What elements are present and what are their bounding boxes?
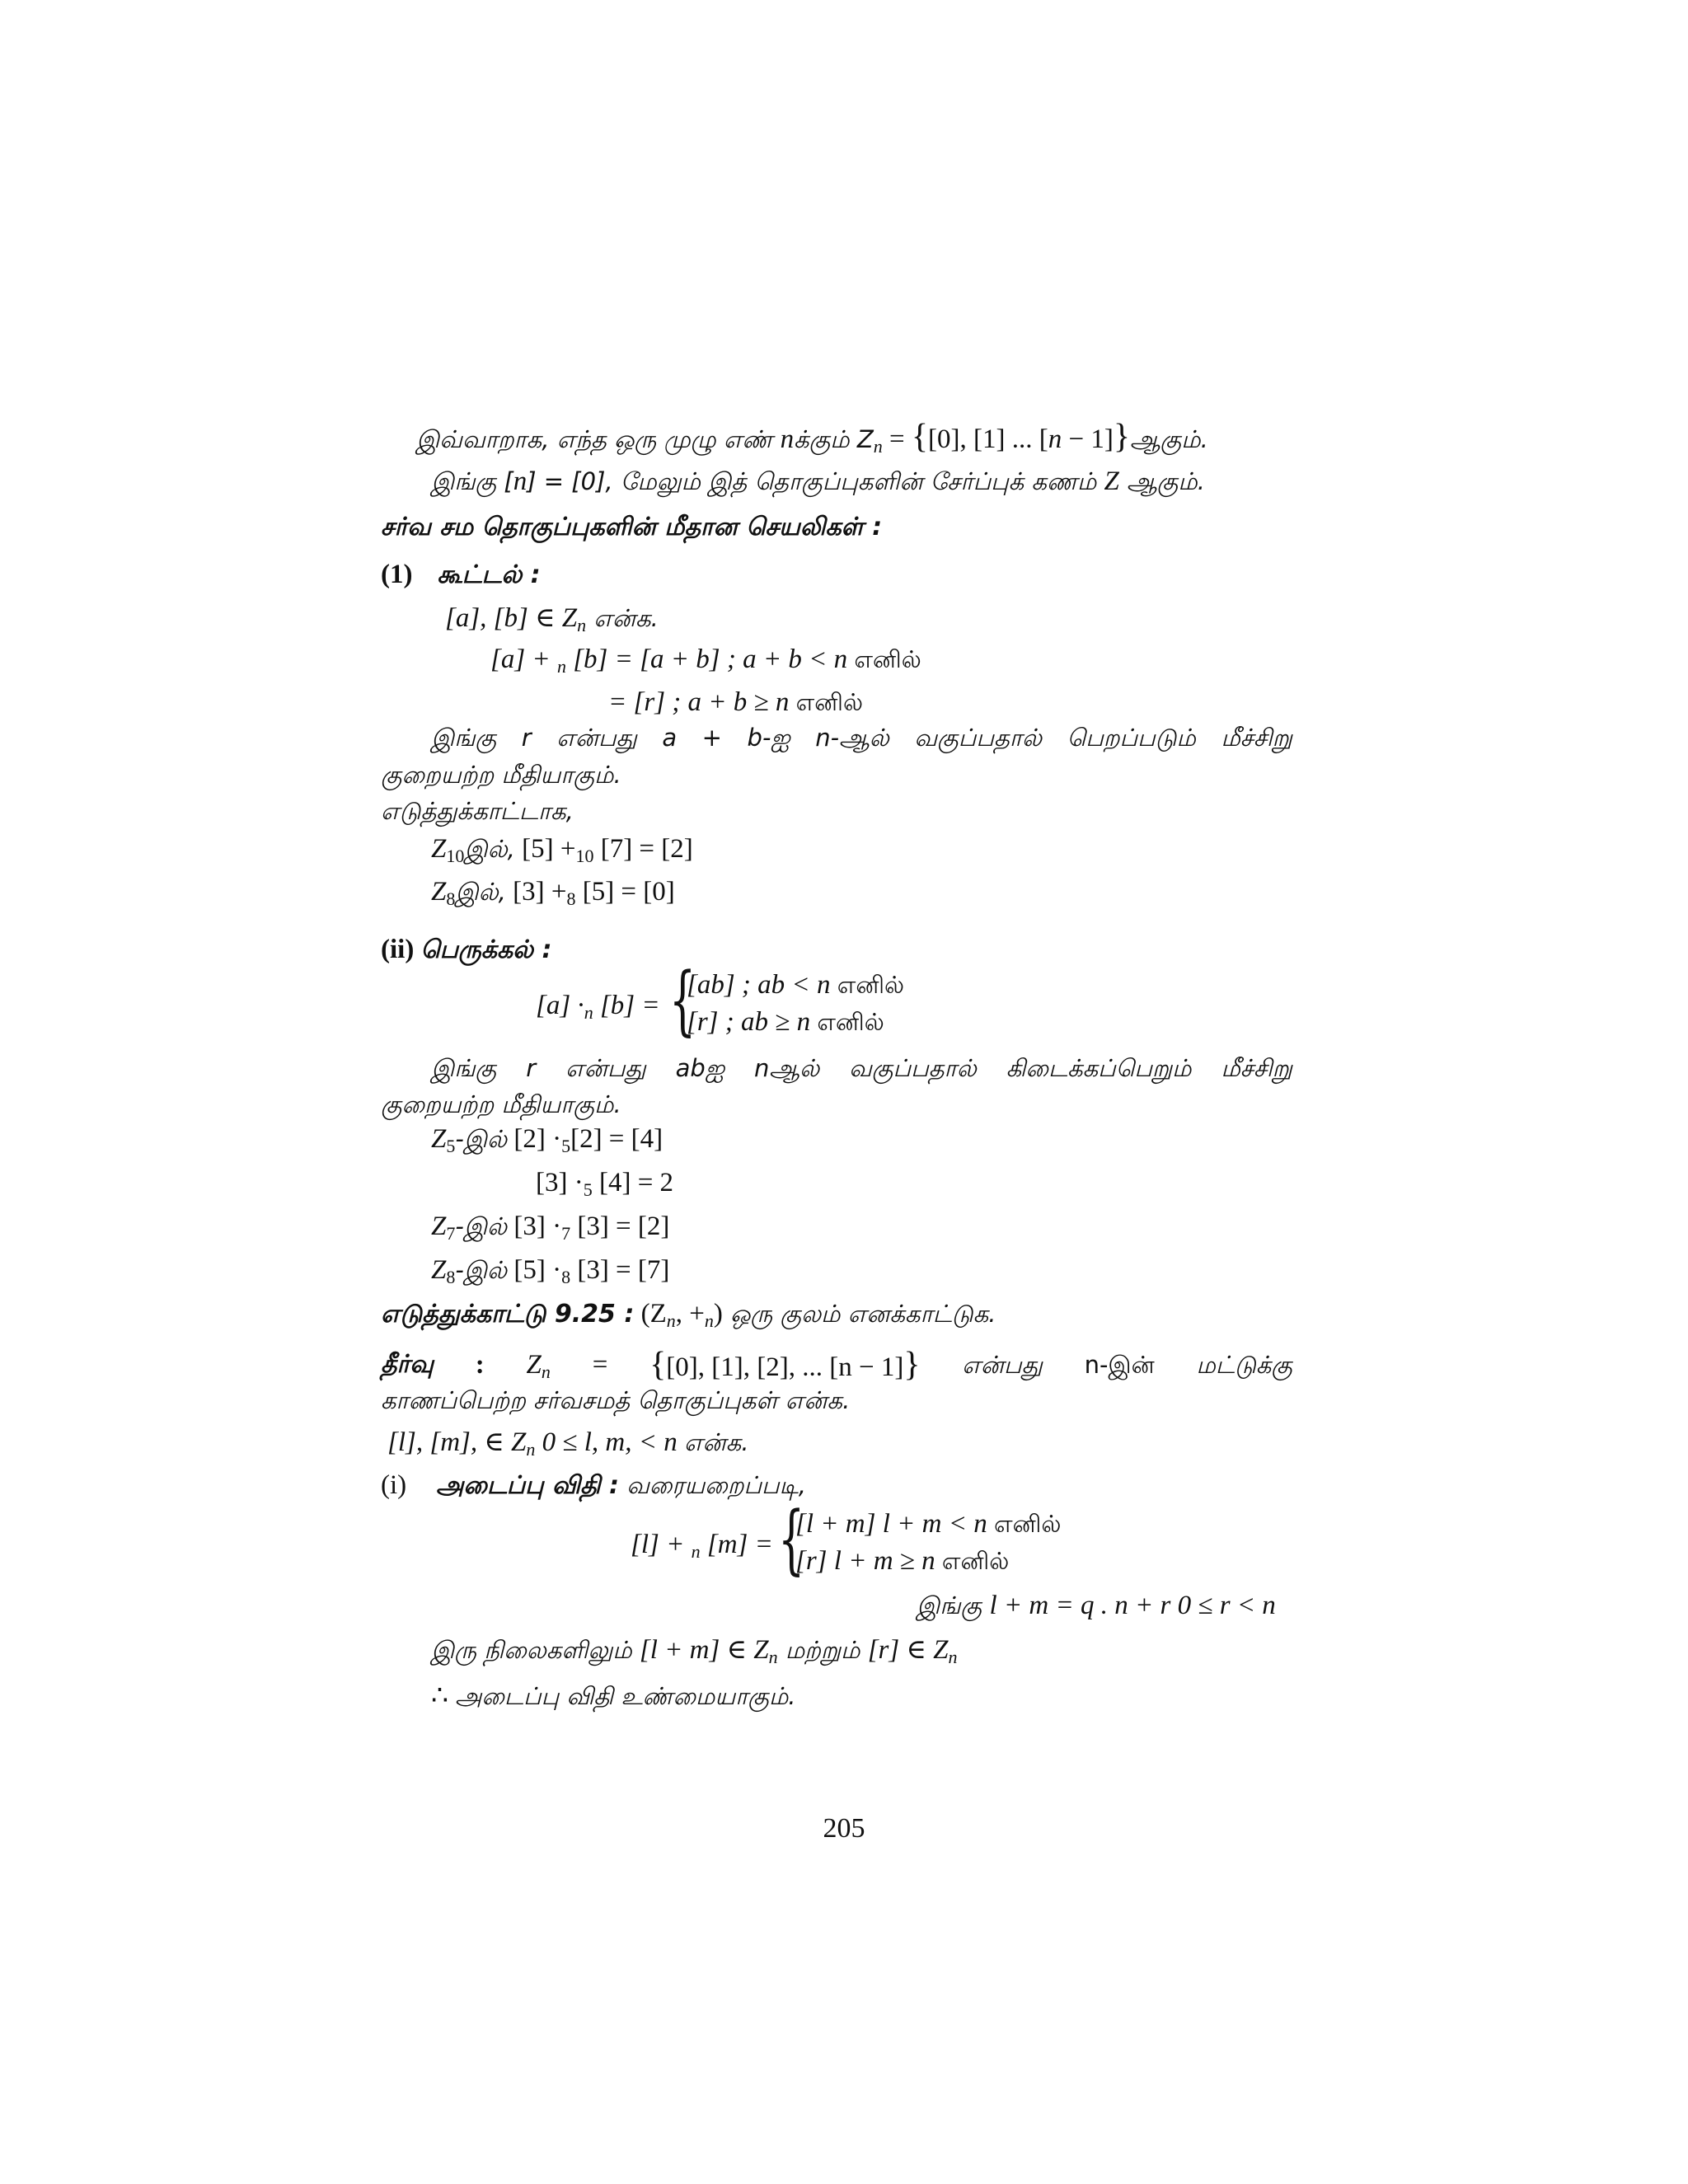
math-line: = [r] ; a + b ≥ n எனில் [608, 687, 864, 717]
text-line: எடுத்துக்காட்டாக, [381, 797, 574, 825]
math-line: $Z_5-இல்$ $[2] \cdot_5[2] = [4]$ [431, 1124, 663, 1156]
math-line: [l] + $_n$ [m] = [631, 1530, 773, 1562]
math-case: [l + m] l + m < n எனில் [795, 1509, 1062, 1539]
section-heading: சர்வ சம தொகுப்புகளின் மீதான செயலிகள் : [381, 513, 883, 541]
text-line: காணப்பெற்ற சர்வசமத் தொகுப்புகள் என்க. [381, 1386, 851, 1414]
math-line: இங்கு l + m = q . n + r 0 ≤ r < n [917, 1591, 1276, 1620]
text-line: இங்கு [n] = [0], மேலும் இத் தொகுப்புகளின் சேர்ப்புக் கணம் Z ஆகும். [431, 466, 1205, 496]
text-line: ∴ அடைப்பு விதி உண்மையாகும். [431, 1681, 796, 1711]
brace-icon: { [778, 1495, 805, 1583]
math-line: $[3] \cdot_5$ [4] = 2 [536, 1168, 674, 1200]
math-line: [a] + $_n$ [b] = [a + b] ; a + b < n எனில் [490, 644, 921, 677]
subsection-heading: (ii) பெருக்கல் : [381, 935, 552, 964]
text-line: இவ்வாறாக, எந்த ஒரு முழு எண் nக்கும் $Z_n = \{[0]$, [1] ... [n − 1]}ஆகும். [416, 418, 1208, 457]
math-case: [r] l + m ≥ n எனில் [795, 1546, 1010, 1576]
math-case: [r] ; ab ≥ n எனில் [687, 1007, 884, 1037]
text-line: இங்கு r என்பது a + b-ஐ n-ஆல் வகுப்பதால் பெறப்படும் மீச்சிறு [431, 724, 1292, 752]
brace-icon: { [669, 956, 696, 1044]
math-line: [l], [m], ∈ $Z_n$ 0 ≤ l, m, < n என்க. [387, 1427, 749, 1460]
solution-line: தீர்வு : $Z_n$ = {[0], [1], [2], ... [n − 1]} என்பது n-இன் மட்டுக்கு [381, 1346, 1292, 1384]
subsection-heading: (1) கூட்டல் : [381, 560, 541, 589]
text-line: குறையற்ற மீதியாகும். [381, 1090, 621, 1118]
text-line: இங்கு r என்பது abஐ nஆல் வகுப்பதால் கிடைக்கப்பெறும் மீச்சிறு [431, 1054, 1292, 1082]
math-line: $Z_8இல்$, $[3] +_8$ [5] = [0] [431, 877, 675, 909]
math-line: $Z_{10}இல்$, $[5] +_{10}$ [7] = [2] [431, 834, 693, 866]
math-case: [ab] ; ab < n எனில் [687, 970, 905, 1000]
example-heading: எடுத்துக்காட்டு 9.25 : ($Z_n$, $+_n$) ஒரு குலம் எனக்காட்டுக. [381, 1299, 996, 1331]
subsection-heading: (i) அடைப்பு விதி : வரையறைப்படி, [381, 1470, 806, 1500]
math-line: இரு நிலைகளிலும் [l + m] ∈ $Z_n$ மற்றும் [r] ∈ $Z_n$ [431, 1635, 958, 1667]
math-line: $Z_7-இல்$ $[3] \cdot_7$ [3] = [2] [431, 1212, 670, 1244]
math-line: $[a] \cdot_n$ [b] = [536, 991, 660, 1023]
text-line: குறையற்ற மீதியாகும். [381, 761, 621, 789]
math-line: $Z_8-இல்$ $[5] \cdot_8$ [3] = [7] [431, 1255, 670, 1287]
math-line: [a], [b] ∈ $Z_n$ என்க. [445, 603, 659, 635]
page-number: 205 [823, 1813, 865, 1844]
